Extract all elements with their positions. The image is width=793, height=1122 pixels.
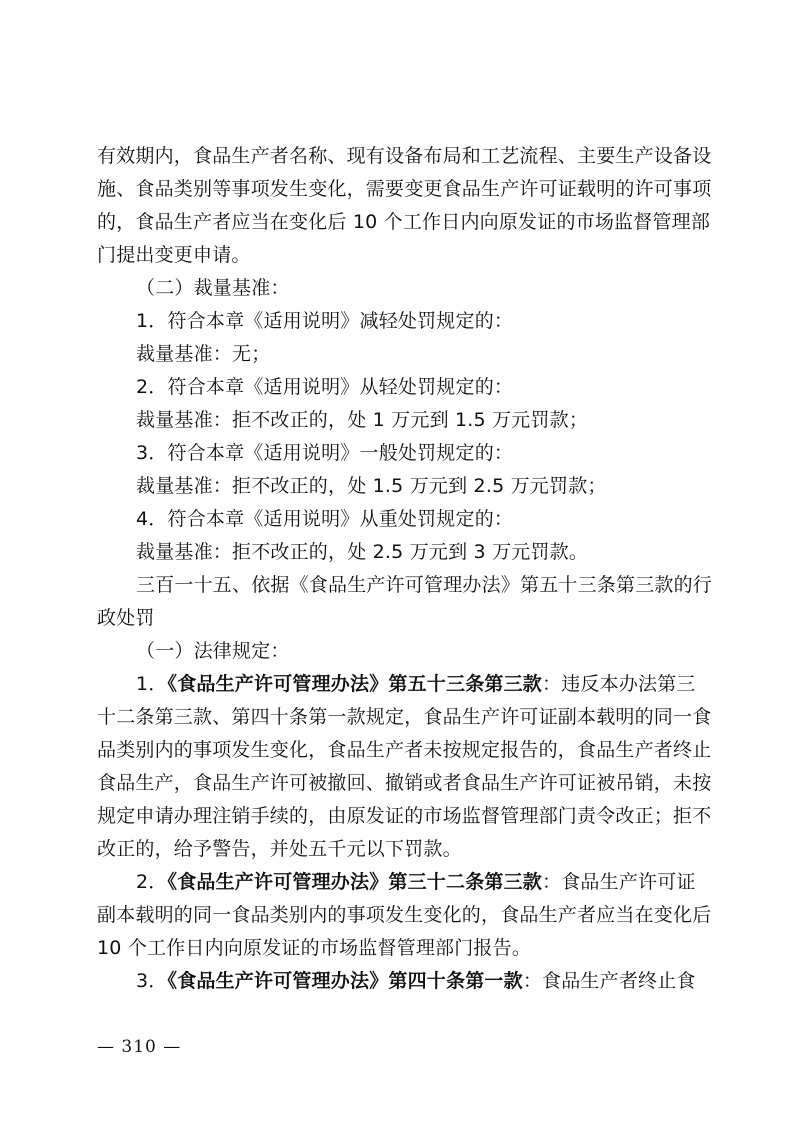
text-line: 规定申请办理注销手续的，由原发证的市场监督管理部门责令改正；拒不 [97,805,712,827]
text-line: 的，食品生产者应当在变化后 10 个工作日内向原发证的市场监督管理部 [97,211,711,233]
article-heading-continuation: 政处罚 [97,607,155,629]
legal-citation: 《食品生产许可管理办法》第三十二条第三款 [167,871,543,893]
item-number: 2． [136,871,168,893]
list-item-legal-provision [136,672,696,696]
item-number: 1． [136,673,168,695]
text-line: 裁量基准：拒不改正的，处 1.5 万元到 2.5 万元罚款； [136,475,607,497]
text-line: 十二条第三款、第四十条第一款规定，食品生产许可证副本载明的同一食 [97,706,712,728]
text-line: 门提出变更申请。 [97,244,251,266]
text-line: 改正的，给予警告，并处五千元以下罚款。 [97,838,462,860]
item-text: ：违反本办法第三 [542,673,696,695]
item-text: ：食品生产许可证 [542,871,696,893]
legal-citation: 《食品生产许可管理办法》第五十三条第三款 [167,673,543,695]
list-item: 1．符合本章《适用说明》减轻处罚规定的： [136,310,514,332]
page-number: — 310 — [97,1037,182,1057]
text-line: 施、食品类别等事项发生变化，需要变更食品生产许可证载明的许可事项 [97,178,712,200]
text-line: 裁量基准：拒不改正的，处 1 万元到 1.5 万元罚款； [136,409,589,431]
list-item: 4．符合本章《适用说明》从重处罚规定的： [136,508,514,530]
text-line: 副本载明的同一食品类别内的事项发生变化的，食品生产者应当在变化后 [97,904,712,926]
list-item-legal-provision [136,870,696,894]
list-item-legal-provision [136,969,696,993]
list-item: 3．符合本章《适用说明》一般处罚规定的： [136,442,514,464]
text-line: 品类别内的事项发生变化，食品生产者未按规定报告的，食品生产者终止 [97,739,712,761]
text-line: 有效期内，食品生产者名称、现有设备布局和工艺流程、主要生产设备设 [97,145,712,167]
section-heading: （二）裁量基准： [136,277,290,299]
text-line: 裁量基准：拒不改正的，处 2.5 万元到 3 万元罚款。 [136,541,589,563]
list-item: 2．符合本章《适用说明》从轻处罚规定的： [136,376,514,398]
item-number: 3． [136,970,168,992]
text-line: 裁量基准：无； [136,343,271,365]
item-text: ：食品生产者终止食 [522,970,696,992]
text-line: 食品生产，食品生产许可被撤回、撤销或者食品生产许可证被吊销，未按 [97,772,712,794]
text-line: 10 个工作日内向原发证的市场监督管理部门报告。 [97,937,532,959]
section-heading: （一）法律规定： [136,640,290,662]
article-heading: 三百一十五、依据《食品生产许可管理办法》第五十三条第三款的行 [136,574,713,596]
legal-citation: 《食品生产许可管理办法》第四十条第一款 [167,970,523,992]
